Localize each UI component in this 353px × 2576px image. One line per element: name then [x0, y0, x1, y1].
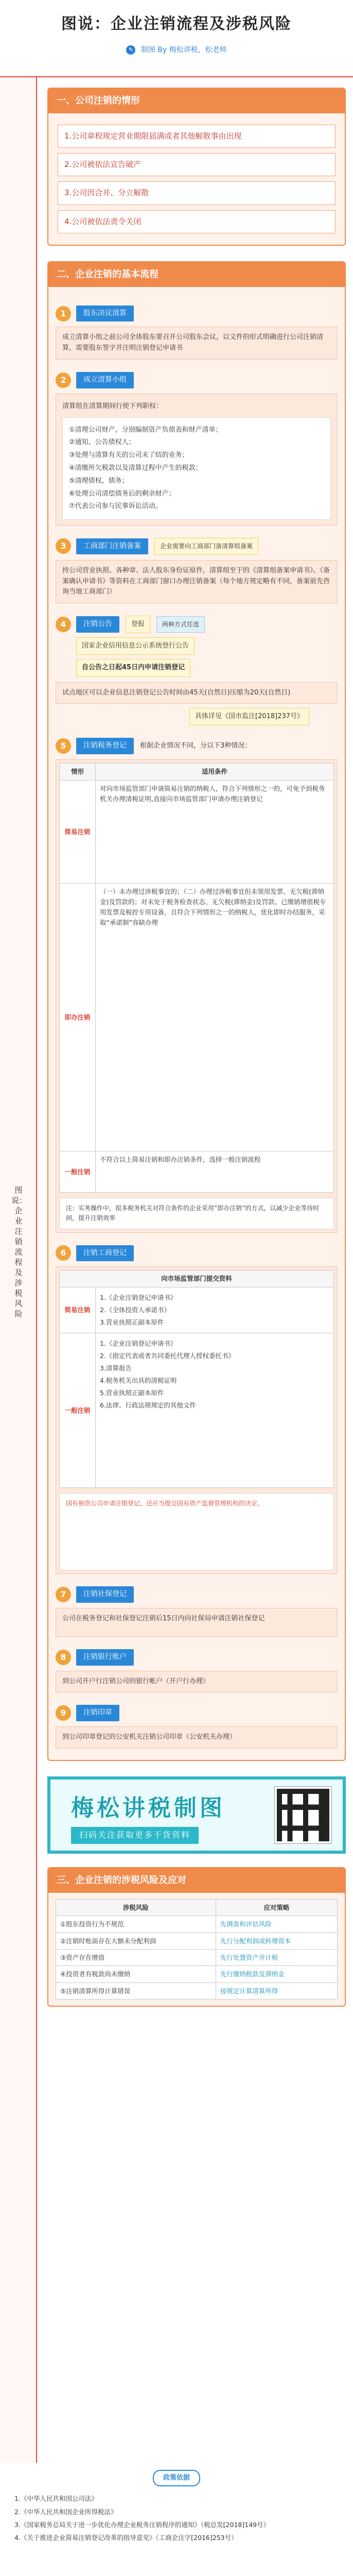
policy-title: 政策依据: [153, 2470, 200, 2486]
section-cases-body: [48, 113, 345, 245]
duty-item: ②通知、公告债权人；: [69, 438, 135, 447]
step-label: 股东决议清算: [76, 306, 134, 322]
risk-cell: ①股东投资行为不规范: [56, 1916, 216, 1933]
step-1: [56, 306, 338, 322]
doc-item: 3.营业执照正副本原件: [100, 1318, 164, 1327]
step-number: 3: [56, 538, 71, 554]
step-7-text: 公司在税务登记和社保登记注销后15日内向社保局申请注销社保登记: [56, 1608, 338, 1637]
step-6: [56, 1245, 338, 1262]
promo-banner: [47, 1776, 346, 1854]
case-item: 1.公司章程规定营业期限届满或者其他解散事由出现: [58, 125, 336, 148]
main-content: [47, 88, 346, 2007]
table-cell-category: 简易注销: [60, 781, 96, 884]
step-number: 9: [56, 1705, 71, 1721]
duty-item: ⑦代表公司参与民事诉讼活动。: [69, 502, 162, 511]
step-8: [56, 1649, 338, 1666]
table-row: [60, 884, 334, 1151]
step-5: [56, 738, 338, 754]
step-1-text: 成立清算小组之前公司全体股东要召开公司股东会议，以文件的形式明确进行公司注销清算，需要股东签字并注明注销登记申请书: [56, 327, 338, 360]
policy-section: [0, 2463, 353, 2576]
table-cell-category: 一般注销: [60, 1151, 96, 1193]
strategy-cell: 先调查和评估风险: [216, 1916, 337, 1933]
step-8-text: 到公司开户行注销公司的银行帐户（开户行办理）: [56, 1671, 338, 1693]
table-cell-category: 即办注销: [60, 884, 96, 1151]
doc-item: 4.税务机关出具的清税证明: [100, 1377, 177, 1385]
section-risks-body: [48, 1893, 345, 2006]
table-header-row: [56, 1899, 338, 1916]
case-item: 2.公司被依法宣告破产: [58, 153, 336, 176]
step-4-basis-row: [56, 708, 338, 725]
step-number: 1: [56, 306, 71, 321]
policy-item: 4.《关于推进企业简易注销登记改革的指导意见》（工商企注字[2016]253号）: [14, 2534, 238, 2542]
doc-item: 1.《企业注销登记申请书》: [100, 1340, 177, 1348]
table-header-row: [60, 764, 334, 781]
table-cell-content: 不符合以上简易注销和即办注销条件，选择一般注销流程: [96, 1151, 334, 1193]
table-cell-content: [96, 1287, 334, 1333]
table-row: [56, 1916, 338, 1933]
tax-cases-table: [59, 763, 334, 1193]
step-9-text: 到公司印章登记的公安机关注销公司印章（公安机关办理）: [56, 1726, 338, 1749]
tax-table-footnote: 注：实务操作中，很多税务机关对符合条件的企业采用“即办注销”的方式，以减少企业等待时间，提升注销效率: [59, 1198, 334, 1229]
step-4: [56, 616, 338, 633]
step-label: 成立清算小组: [76, 372, 134, 388]
page-title: 图说：企业注销流程及涉税风险: [61, 15, 292, 33]
doc-item: 2.《全体投资人承诺书》: [100, 1306, 170, 1314]
policy-item: 2.《中华人民共和国企业所得税法》: [14, 2507, 117, 2516]
section-risks: [47, 1867, 346, 2007]
duty-item: ⑤清理债权、债务；: [69, 477, 129, 485]
step-3-text: 持公司营业执照、各种章、法人股东身份证原件，清算组至于的《清算组备案申请书》、《备案确认申请书》等资料在工商部门窗口办理注销备案（每个地方规定略有不同，备案前先咨询当地工商部门）: [56, 560, 338, 603]
table-row: [56, 1949, 338, 1965]
table-cell-category: 简易注销: [60, 1287, 96, 1333]
banner-subtitle: 扫码关注获取更多干货资料: [71, 1827, 199, 1844]
step-5-intro: 根据企业情况不同，分以下3种情况：: [140, 742, 252, 750]
policy-list: [0, 2486, 353, 2543]
policy-item: 1.《中华人民共和国公司法》: [14, 2495, 98, 2503]
duty-item: ④清缴所欠税款以及清算过程中产生的税款；: [69, 464, 202, 472]
policy-title-wrap: [0, 2470, 353, 2486]
page-subtitle: [0, 45, 353, 56]
step-label: 注销工商登记: [76, 1245, 134, 1262]
announce-option-system: 国家企业信用信息公示系统登行公告: [76, 637, 195, 655]
section-process-body: [48, 287, 345, 1760]
duties-list: [62, 417, 331, 520]
gongshang-table-wrap: [56, 1266, 338, 1574]
table-cell-category: 一般注销: [60, 1333, 96, 1488]
step-label: 注销社保登记: [76, 1586, 134, 1603]
table-row: [60, 1151, 334, 1193]
risk-cell: ⑤注销清算所得计算错误: [56, 1982, 216, 1999]
gongshang-note: 国有独资公司申请注销登记，还应当提交国有资产监督管理机构的决定。: [59, 1493, 334, 1570]
author-text: 制图 By 梅松讲税，松老师: [140, 45, 227, 54]
step-4-basis: 具体详见《国市监注[2018]237号》: [189, 708, 309, 725]
section-process: [47, 261, 346, 1761]
duty-item: ③处理与清算有关的公司未了结的业务；: [69, 451, 189, 460]
step-4-options: [56, 637, 338, 655]
step-4-days-row: [56, 659, 338, 676]
table-row: [56, 1982, 338, 1999]
tax-cases-table-wrap: [56, 759, 338, 1232]
strategy-cell: 先行分配利润或转增资本: [216, 1933, 337, 1949]
announce-option-note: 两种方式任选: [156, 616, 205, 633]
table-header-cell: 涉税风险: [56, 1899, 216, 1916]
section-cases: [47, 88, 346, 246]
strategy-cell: 按规定计算清算所得: [216, 1982, 337, 1999]
duties-intro: 清算组在清算期间行使下列职权：: [62, 402, 163, 410]
step-9: [56, 1705, 338, 1721]
step-3: [56, 538, 338, 555]
step-number: 8: [56, 1650, 71, 1665]
duty-item: ①清理公司财产，分别编制资产负债表和财产清单；: [69, 426, 222, 434]
doc-item: 1.《企业注销登记申请书》: [100, 1294, 177, 1302]
step-2: [56, 372, 338, 388]
author-badge-icon: ✎: [126, 45, 135, 55]
step-number: 7: [56, 1587, 71, 1602]
step-number: 6: [56, 1245, 71, 1261]
step-number: 5: [56, 738, 71, 754]
banner-title: 梅松讲税制图: [71, 1794, 225, 1821]
step-label: 注销印章: [76, 1705, 119, 1721]
qr-code-icon[interactable]: [275, 1787, 331, 1843]
table-row: [56, 1966, 338, 1982]
table-cell-content: 对向市场监管部门申请简易注销的纳税人，符合下列情形之一的，可免予到税务机关办理清税证明,直接向市场监管部门申请办理注销登记: [96, 781, 334, 884]
step-2-duties: [56, 394, 338, 526]
table-header-row: [60, 1270, 334, 1287]
table-row: [60, 1287, 334, 1333]
duty-item: ⑥处理公司清偿债务后的剩余财产；: [69, 489, 175, 498]
policy-item: 3.《国家税务总局关于进一步优化办理企业税务注销程序的通知》（税总发[2018]149号）: [14, 2520, 270, 2529]
page-header: [0, 0, 353, 77]
case-item: 3.公司因合并、分立解散: [58, 181, 336, 205]
step-label: 注销公告: [76, 616, 119, 633]
table-cell-content: [96, 1333, 334, 1488]
doc-item: 3.清算报告: [100, 1364, 132, 1372]
sidebar-vertical-title: 图说：企业注销流程及涉税风险: [11, 1185, 27, 1318]
step-label: 注销银行账户: [76, 1649, 134, 1666]
announce-days: 自公告之日起45日内申请注销登记: [76, 659, 190, 676]
step-number: 2: [56, 372, 71, 388]
table-header-cell: 向市场监管部门提交资料: [60, 1270, 334, 1287]
step-label: 工商部门注销备案: [76, 538, 148, 555]
table-header-cell: 应对策略: [216, 1899, 337, 1916]
table-row: [56, 1933, 338, 1949]
strategy-cell: 先行处置资产并计税: [216, 1949, 337, 1965]
doc-item: 5.营业执照正副本原件: [100, 1389, 164, 1397]
risk-cell: ③资产存在增值: [56, 1949, 216, 1965]
doc-item: 2.《指定代表或者共同委托代理人授权委托书》: [100, 1352, 235, 1360]
announce-option-newspaper: 登报: [126, 616, 150, 633]
table-header-cell: 适用条件: [96, 764, 334, 781]
section-cases-title: 一、公司注销的情形: [48, 89, 345, 113]
table-cell-content: （一）未办理过涉税事宜的；（二）办理过涉税事宜但未领用发票、无欠税(滞纳金)及罚款的；对未处于税务检查状态、无欠税(滞纳金)及罚款、已缴销增值税专用发票及税控专用设备，且符合下列情形之一的纳税人，优化即时办结服务，采取“承诺制”容缺办理: [96, 884, 334, 1151]
table-row: [60, 781, 334, 884]
case-item: 4.公司被依法责令关闭: [58, 210, 336, 233]
strategy-cell: 先行缴纳税款及滞纳金: [216, 1966, 337, 1982]
step-7: [56, 1586, 338, 1603]
risk-table: [56, 1899, 338, 1999]
step-label: 注销税务登记: [76, 738, 134, 754]
step-4-text: 试点地区可以企业信息注销登记公告时间由45天(自然日)压缩为20天(自然日): [56, 682, 338, 704]
table-row: [60, 1333, 334, 1488]
step-3-note: 企业需要向工商部门备清算组备案: [154, 538, 258, 555]
section-risks-title: 三、企业注销的涉税风险及应对: [48, 1868, 345, 1893]
gongshang-table: [59, 1270, 334, 1488]
left-sidebar: [0, 77, 37, 2463]
section-process-title: 二、企业注销的基本流程: [48, 262, 345, 287]
step-number: 4: [56, 617, 71, 632]
risk-cell: ②注销时账面存在大额未分配利润: [56, 1933, 216, 1949]
table-header-cell: 情形: [60, 764, 96, 781]
risk-cell: ④投资者有税款尚未缴纳: [56, 1966, 216, 1982]
doc-item: 6.法律、行政法规规定的其他文件: [100, 1401, 196, 1410]
